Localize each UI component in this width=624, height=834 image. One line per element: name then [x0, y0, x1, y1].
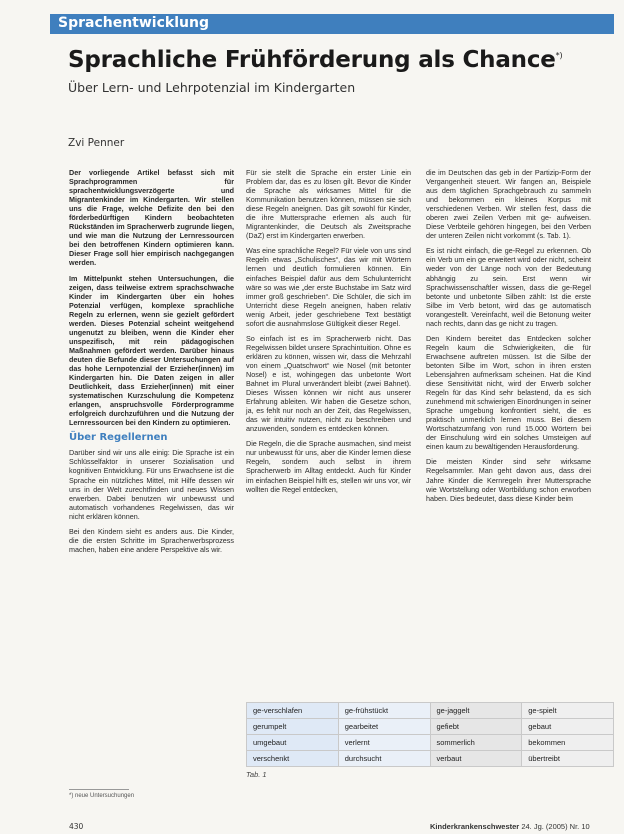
- body-paragraph: Bei den Kindern sieht es anders aus. Die Kinder, die die ersten Schritte im Spracherwerbsprozess machen, haben eine andere Perspektive als wir.: [69, 526, 234, 554]
- section-heading: Über Regellernen: [69, 432, 168, 444]
- section-banner: [50, 14, 614, 34]
- table-row: [247, 719, 614, 735]
- table-caption: Tab. 1: [246, 770, 267, 779]
- table-cell: sommerlich: [430, 735, 522, 751]
- abstract-paragraph: Der vorliegende Artikel befasst sich mit Sprachprogrammen für sprachentwicklungsverzögerte und Migrantenkinder im Kindergarten. Wir stellen uns die Frage, welche Defizite den bei den förderbedürftigen Kindern beobachteten Rückständen im Spracherwerb zugrunde liegen, und wie man die Nutzung der Lernressourcen bei den betroffenen Kindern optimieren kann. Dieser Frage soll hier empirisch nachgegangen werden.: [69, 168, 234, 268]
- column-3: [426, 168, 591, 509]
- table-cell: gebaut: [522, 719, 614, 735]
- table-cell: verlernt: [338, 735, 430, 751]
- journal-reference: [430, 822, 590, 831]
- body-paragraph: Den Kindern bereitet das Entdecken solcher Regeln kaum die Schwierigkeiten, die für Erwachsene auftreten müssen. Ist die Silbe der betonten Silbe im Wort, schon in ihren ersten Lebensjahren aufmerksam scheinen. Hat die Kind diese Sensitivität nicht, wird der Erwerb solcher Regeln für das Kind sehr belastend, da es sich zunehmend mit schwierigen Einordnungen in seiner Sprache umgebung konfrontiert sieht, die es praktisch unmerklich lernen muss. Bei diesem Wortschatzumfang von rund 15.000 Wörtern bei der Einschulung wird ein solches Umsteigen auf einen kaum zu bewältigenden Herausforderung.: [426, 333, 592, 452]
- page-number: 430: [69, 822, 84, 831]
- column-2: [246, 168, 411, 500]
- table-cell: durchsucht: [338, 751, 430, 767]
- body-paragraph: Darüber sind wir uns alle einig: Die Sprache ist ein Schlüsselfaktor in unserer Sozialisation und kognitiven Entwicklung. Für uns Erwachsene ist die Sprache ein nützliches Mittel, mit Hilfe dessen wir uns in der Welt zurechtfinden und neues Wissen erwerben. Dabei benutzen wir unbewusst und automatisch vorhandenes Regelwissen, das wir nicht erklären können.: [69, 448, 234, 521]
- table-cell: ge-verschlafen: [247, 703, 339, 719]
- table-cell: gerumpelt: [247, 719, 339, 735]
- section-label: Sprachentwicklung: [58, 15, 209, 31]
- body-paragraph: Die meisten Kinder sind sehr wirksame Regelsammler. Man geht davon aus, dass drei Jahre Kinder die Kernregeln ihrer Muttersprache wie Wortstellung oder Wortbildung schon erworben haben. Dies bedeutet, dass diese Kinder beim: [426, 457, 591, 503]
- journal-issue: 24. Jg. (2005) Nr. 10: [521, 822, 590, 831]
- abstract-paragraph-2: Im Mittelpunkt stehen Untersuchungen, die zeigen, dass teilweise extrem sprachschwache Kinder im Kindergarten über ein hohes Potenzial verfügen, komplexe sprachliche Regeln zu erlernen, wenn sie gezielt gefördert werden. Dieses Potenzial scheint weitgehend ungenutzt zu bleiben, wenn die Kinder eher unspezifisch, mit rein pädagogischen Maßnahmen gefördert werden. Darüber hinaus deuten die Befunde dieser Untersuchungen auf das hohe Lernpotenzial der Erzieher(innen) im Kindergarten hin. Die Daten zeigen in aller Deutlichkeit, dass Erzieher(innen) mit einer systematischen Kurzschulung die Kompetenz erlangen, anspruchsvolle Förderprogramme erfolgreich durchzuführen und die Nutzung der Lernressourcen bei den Kindern zu optimieren.: [69, 273, 234, 428]
- table-cell: gearbeitet: [338, 719, 430, 735]
- table-cell: verschenkt: [247, 751, 339, 767]
- body-paragraph: Für sie stellt die Sprache ein erster Linie ein Problem dar, das es zu lösen gilt. Bevor die Kinder die Sprache als wirksames Mittel für die Kommunikation benutzen können, müssen sie sich diese Regeln aneignen. Das gilt sowohl für Kinder, die ihre Muttersprache erlernen als auch für Migrantenkinder, die Deutsch als Zweitsprache (DaZ) erst im Kindergarten erwerben.: [246, 168, 411, 241]
- table-cell: gefiebt: [430, 719, 522, 735]
- table-row: [247, 751, 614, 767]
- title-footnote-mark: *): [555, 51, 563, 60]
- body-paragraph: Was eine sprachliche Regel? Für viele von uns sind Regeln etwas „Schulisches“, das wir mit Wörtern lernen und deutlich formulieren können. Ein einfaches Beispiel dafür aus dem Schulunterricht wäre so was wie „der erste Buchstabe im Satz wird immer groß geschrieben“. Die Schüler, die sich im Unterricht diese Regeln aneignen, haben relativ wenig Arbeit, jeder geschriebene Text bestätigt sofort die ausnahmslose Gültigkeit dieser Regel.: [246, 246, 411, 328]
- table-row: [247, 703, 614, 719]
- table-cell: ge-frühstückt: [338, 703, 430, 719]
- article-title: Sprachliche Frühförderung als Chance*): [68, 47, 563, 73]
- verb-table: [246, 702, 614, 767]
- table-row: [247, 735, 614, 751]
- journal-name: Kinderkrankenschwester: [430, 822, 520, 831]
- table-cell: ge-jaggelt: [430, 703, 522, 719]
- body-paragraph: die im Deutschen das geb in der Partizip-Form der Vergangenheit steuert. Wir fangen an, Beispiele aus dem täglichen Sprachgebrauch zu sammeln und bekommen ein kleines Korpus mit verschiedenen Verben. Wir stellen fest, dass die oberen zwei Zeilen Verben mit ge- aufweisen. Diese Verbteile gehören hingegen, bei den Verben der unteren Zeilen nicht vorkommt (s. Tab. 1).: [426, 168, 591, 241]
- footnote-divider: [69, 789, 129, 790]
- table-cell: umgebaut: [247, 735, 339, 751]
- body-paragraph: Es ist nicht einfach, die ge-Regel zu erkennen. Ob ein Verb um ein ge erweitert wird oder nicht, scheint weder von der Länge noch von der Bedeutung abhängig zu sein. Erst wenn wir Sprachwissenschaftler wissen, dass die ge-Regel betonte und unbetonte Silben zählt: Ist die erste Silbe im Verb betont, wird das ge automatisch vorangestellt. Vereinfacht, weil die Betonung weiter nach rechts, dann das ge nicht zu tragen.: [426, 246, 591, 328]
- column-1: [69, 168, 234, 560]
- table-cell: ge-spielt: [522, 703, 614, 719]
- table-cell: bekommen: [522, 735, 614, 751]
- table-cell: übertreibt: [522, 751, 614, 767]
- table-cell: verbaut: [430, 751, 522, 767]
- body-paragraph: So einfach ist es im Spracherwerb nicht. Das Regelwissen bildet unsere Sprachintuition. Ohne es erklären zu können, wissen wir, dass die Mehrzahl von einem „Quatschwort“ wie Nosel (mit betonter Nosel) e ist, wohingegen das unbetonte Wort Bahnet im Plural unverändert bleibt (zwei Bahnet). Dieses Wissen können wir nicht aus unserer Erfahrung ableiten. Wir haben die Gesetze schon, ja, es fehlt nur noch an der Zeit, das Regelwissen, das wir intuitiv nutzen, nicht zu beschreiben und anzuwenden, sondern es entdecken können.: [246, 333, 411, 434]
- footnote: *) neue Untersuchungen: [69, 793, 135, 799]
- article-subtitle: Über Lern- und Lehrpotenzial im Kindergarten: [68, 80, 356, 95]
- body-paragraph: Die Regeln, die die Sprache ausmachen, sind meist nur unbewusst für uns, aber die Kinder lernen diese Regeln, sondern auch selbst in ihrem Spracherwerb im Alltag entdeckt. Auch für Kinder im einfachen Beispiel hilft es, stellen wir uns vor, wir wollten die Regel entdecken,: [246, 439, 412, 494]
- article-author: Zvi Penner: [68, 137, 125, 149]
